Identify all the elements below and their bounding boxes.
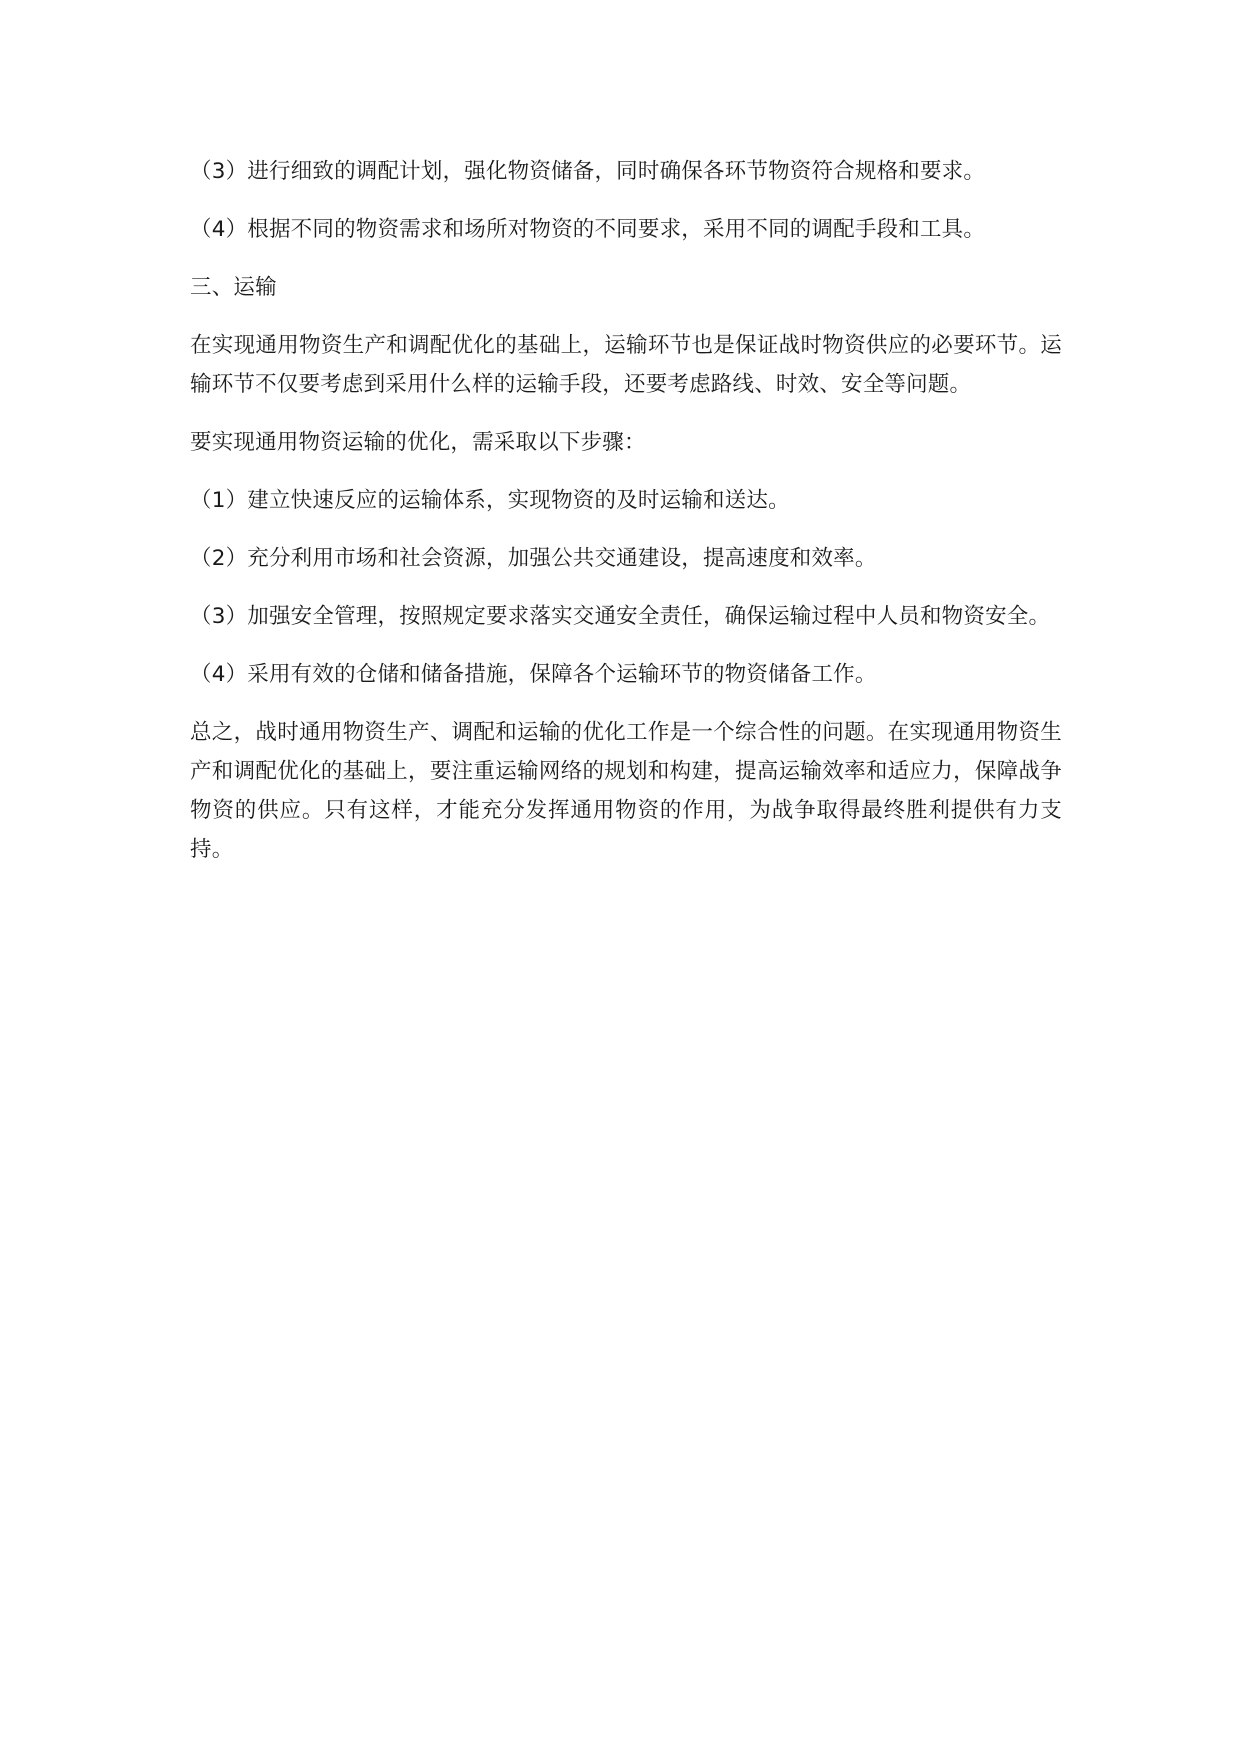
paragraph-transport-intro: 在实现通用物资生产和调配优化的基础上，运输环节也是保证战时物资供应的必要环节。运输环节不仅要考虑到采用什么样的运输手段，还要考虑路线、时效、安全等问题。 xyxy=(190,333,1062,397)
paragraph-conclusion: 总之，战时通用物资生产、调配和运输的优化工作是一个综合性的问题。在实现通用物资生产和调配优化的基础上，要注重运输网络的规划和构建，提高运输效率和适应力，保障战争物资的供应。只有这样，才能充分发挥通用物资的作用，为战争取得最终胜利提供有力支持。 xyxy=(190,720,1062,862)
paragraph-allocation-step-4: （4）根据不同的物资需求和场所对物资的不同要求，采用不同的调配手段和工具。 xyxy=(190,217,986,242)
paragraph-transport-step-1: （1）建立快速反应的运输体系，实现物资的及时运输和送达。 xyxy=(190,488,790,513)
paragraph-transport-step-2: （2）充分利用市场和社会资源，加强公共交通建设，提高速度和效率。 xyxy=(190,546,877,571)
paragraph-transport-step-3: （3）加强安全管理，按照规定要求落实交通安全责任，确保运输过程中人员和物资安全。 xyxy=(190,604,1051,629)
paragraph-transport-steps-intro: 要实现通用物资运输的优化，需采取以下步骤： xyxy=(190,430,646,455)
paragraph-allocation-step-3: （3）进行细致的调配计划，强化物资储备，同时确保各环节物资符合规格和要求。 xyxy=(190,159,986,184)
paragraph-transport-step-4: （4）采用有效的仓储和储备措施，保障各个运输环节的物资储备工作。 xyxy=(190,662,877,687)
section-heading-transport: 三、运输 xyxy=(190,275,277,300)
document-page xyxy=(190,152,1062,888)
